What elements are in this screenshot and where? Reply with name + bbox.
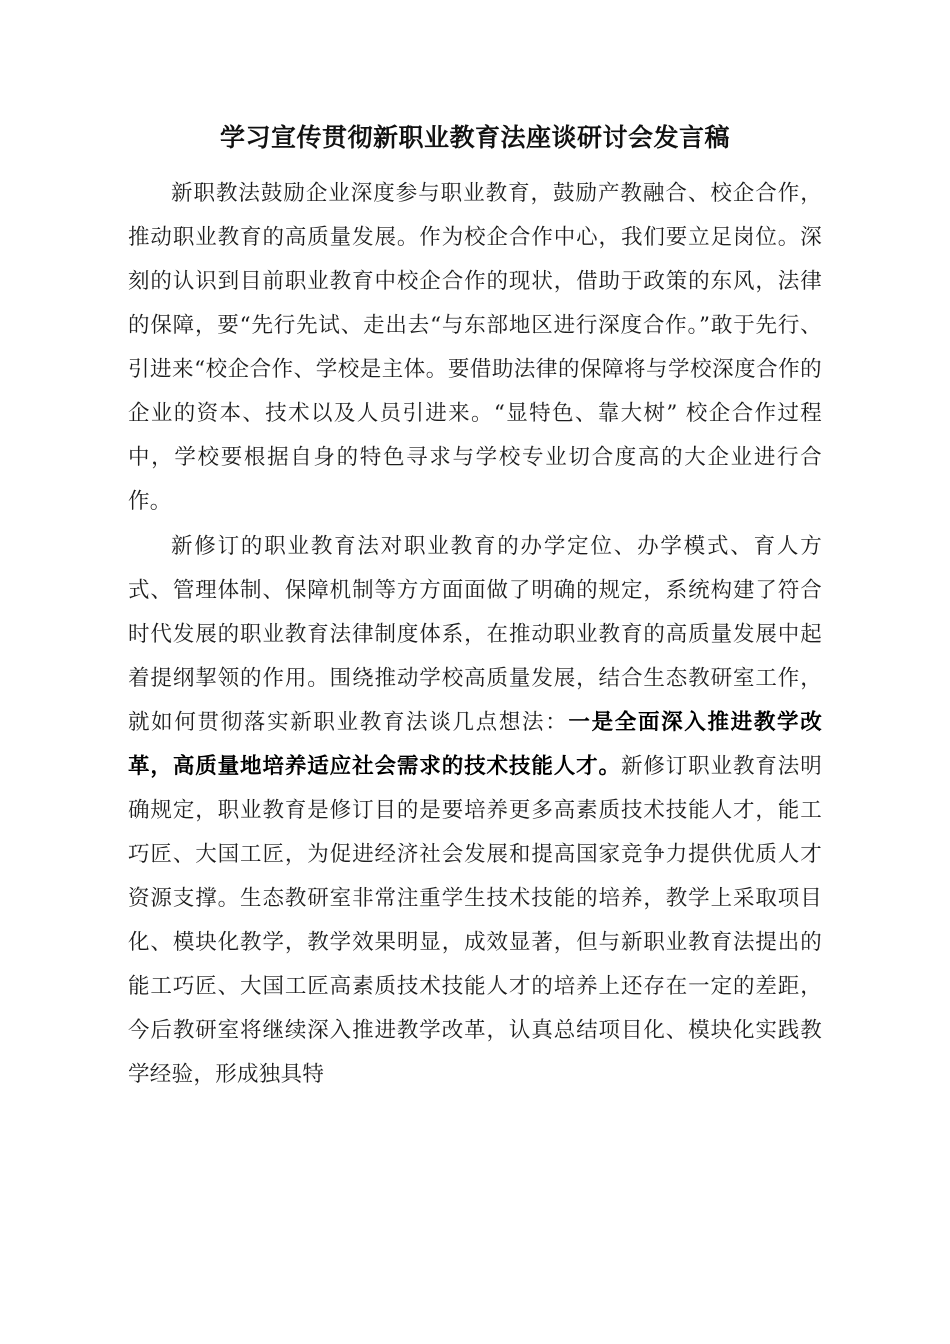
paragraph-1 [128,172,822,525]
paragraph-2-run-1: 新修订的职业教育法对职业教育的办学定位、办学模式、育人方式、管理体制、保障机制等方方面面做了明确的规定，系统构建了符合时代发展的职业教育法律制度体系，在推动职业教育的高质量发展中起着提纲挈领的作用。围绕推动学校高质量发展，结合生态教研室工作，就如何贯彻落实新职业教育法谈几点想法： [128,533,822,735]
document-body [128,172,822,1097]
paragraph-1-run-1: 新职教法鼓励企业深度参与职业教育，鼓励产教融合、校企合作，推动职业教育的高质量发展。作为校企合作中心，我们要立足岗位。深刻的认识到目前职业教育中校企合作的现状，借助于政策的东风，法律的保障，要“先行先试、走出去“与东部地区进行深度合作。”敢于先行、引进来“校企合作、学校是主体。要借助法律的保障将与学校深度合作的企业的资本、技术以及人员引进来。“显特色、靠大树” 校企合作过程中，学校要根据自身的特色寻求与学校专业切合度高的大企业进行合作。 [128,181,822,515]
paragraph-2 [128,525,822,1098]
paragraph-2-run-3: 新修订职业教育法明确规定，职业教育是修订目的是要培养更多高素质技术技能人才，能工巧匠、大国工匠，为促进经济社会发展和提高国家竞争力提供优质人才资源支撑。生态教研室非常注重学生技术技能的培养，教学上采取项目化、模块化教学，教学效果明显，成效显著，但与新职业教育法提出的能工巧匠、大国工匠高素质技术技能人才的培养上还存在一定的差距，今后教研室将继续深入推进教学改革，认真总结项目化、模块化实践教学经验，形成独具特 [128,753,823,1088]
page-title: 学习宣传贯彻新职业教育法座谈研讨会发言稿 [219,123,730,152]
paragraph-2-emphasis: 一是全面深入推进教学改革，高质量地培养适应社会需求的技术技能人才。 [128,709,822,779]
